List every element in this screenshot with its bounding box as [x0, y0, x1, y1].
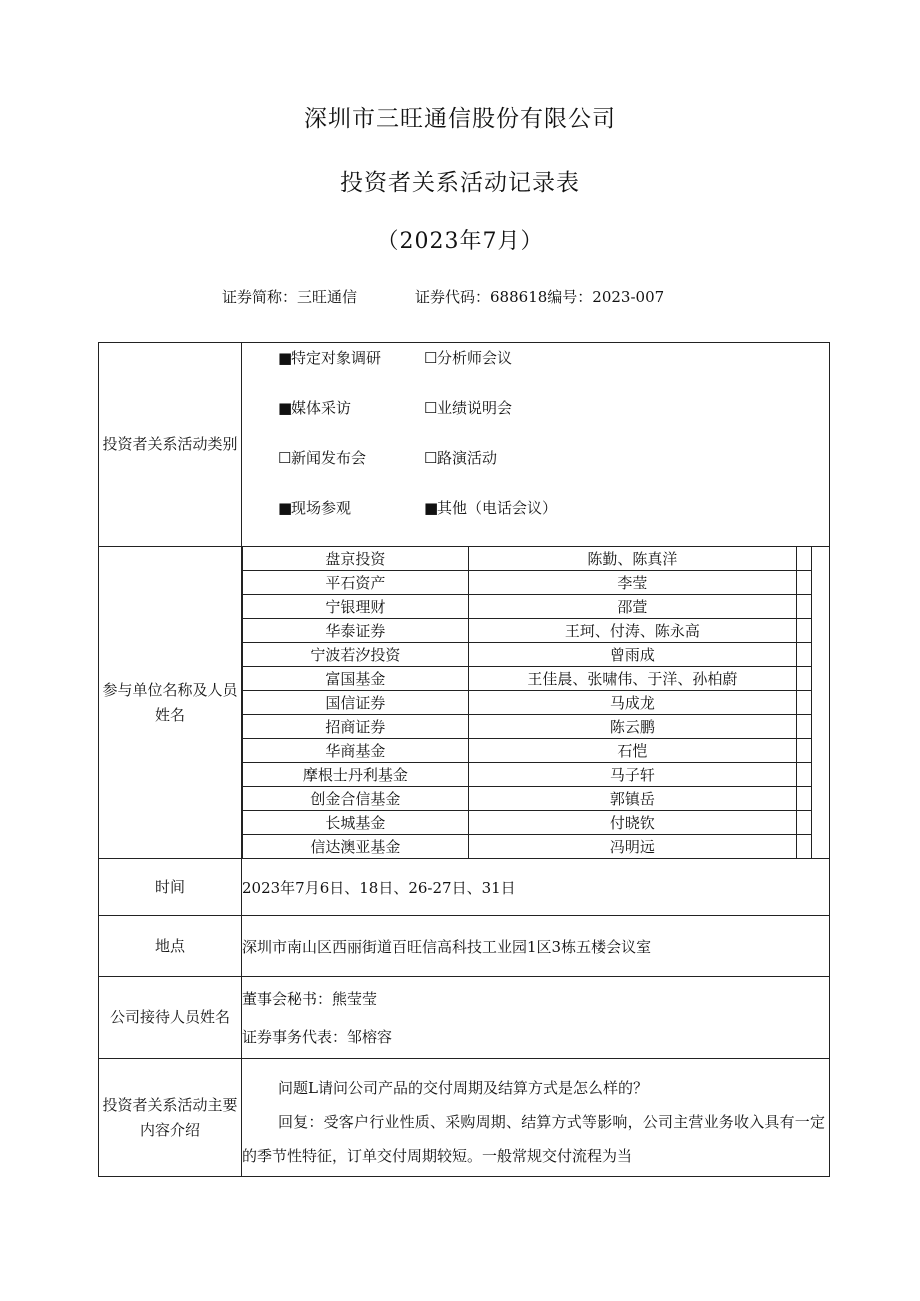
participant-names: 陈勤、陈真洋 [468, 547, 796, 571]
participant-spacer [796, 667, 811, 691]
participant-row [243, 763, 812, 787]
participant-org: 宁波若汐投资 [243, 643, 469, 667]
participant-org: 信达澳亚基金 [243, 835, 469, 859]
activity-option [278, 496, 424, 520]
content-value [242, 1059, 830, 1177]
reception-label: 公司接待人员姓名 [99, 977, 242, 1059]
checkbox-checked-icon: ■ [278, 399, 293, 417]
participant-org: 招商证券 [243, 715, 469, 739]
activity-option [424, 346, 570, 370]
activity-type-row [99, 343, 830, 547]
record-number: 编号：2023-007 [547, 288, 665, 306]
participant-org: 摩根士丹利基金 [243, 763, 469, 787]
checkbox-empty-icon: ☐ [424, 349, 438, 367]
participant-names: 邵萱 [468, 595, 796, 619]
participant-row [243, 787, 812, 811]
participant-names: 陈云鹏 [468, 715, 796, 739]
activity-type-label: 投资者关系活动类别 [99, 343, 242, 547]
participants-row [99, 547, 830, 859]
location-value: 深圳市南山区西丽街道百旺信高科技工业园1区3栋五楼会议室 [242, 916, 830, 977]
activity-option [278, 396, 424, 420]
participant-names: 王佳晨、张啸伟、于洋、孙柏蔚 [468, 667, 796, 691]
participant-row [243, 739, 812, 763]
content-answer: 回复：受客户行业性质、采购周期、结算方式等影响，公司主营业务收入具有一定的季节性特征，订单交付周期较短。一般常规交付流程为当 [242, 1113, 825, 1165]
activity-option-label: 现场参观 [291, 499, 352, 517]
participant-names: 郭镇岳 [468, 787, 796, 811]
activity-option-label: 其他（电话会议） [437, 499, 558, 517]
activity-option-label: 路演活动 [437, 449, 498, 467]
security-info [222, 286, 664, 307]
activity-option-label: 特定对象调研 [291, 349, 382, 367]
participant-names: 付晓钦 [468, 811, 796, 835]
participant-names: 曾雨成 [468, 643, 796, 667]
participant-spacer [796, 739, 811, 763]
participants-table [242, 547, 812, 858]
activity-type-options [242, 343, 830, 547]
activity-option [278, 446, 424, 470]
participant-spacer [796, 571, 811, 595]
participant-row [243, 619, 812, 643]
participant-names: 冯明远 [468, 835, 796, 859]
reception-representative: 证券事务代表：邹榕容 [242, 1027, 393, 1046]
checkbox-checked-icon: ■ [278, 349, 293, 367]
time-label: 时间 [99, 859, 242, 916]
record-table [98, 342, 830, 1177]
participant-org: 国信证券 [243, 691, 469, 715]
participant-row [243, 691, 812, 715]
participant-row [243, 811, 812, 835]
activity-option-label: 新闻发布会 [291, 449, 367, 467]
location-label: 地点 [99, 916, 242, 977]
checkbox-checked-icon: ■ [278, 499, 293, 517]
participant-names: 李莹 [468, 571, 796, 595]
activity-option [278, 346, 424, 370]
content-question: 问题L请问公司产品的交付周期及结算方式是怎么样的？ [278, 1079, 648, 1097]
participant-spacer [796, 619, 811, 643]
participant-spacer [796, 547, 811, 571]
checkbox-empty-icon: ☐ [278, 449, 292, 467]
participant-row [243, 643, 812, 667]
participant-org: 华商基金 [243, 739, 469, 763]
security-short-name: 证券简称：三旺通信 [222, 288, 358, 306]
company-name: 深圳市三旺通信股份有限公司 [304, 106, 616, 132]
content-label: 投资者关系活动主要内容介绍 [99, 1059, 242, 1177]
participant-names: 马子轩 [468, 763, 796, 787]
participant-org: 盘京投资 [243, 547, 469, 571]
participant-org: 长城基金 [243, 811, 469, 835]
participant-names: 马成龙 [468, 691, 796, 715]
activity-option [424, 446, 570, 470]
activity-option [424, 496, 570, 520]
document-period: （2023年7月） [376, 229, 544, 254]
reception-value [242, 977, 830, 1059]
participant-names: 石恺 [468, 739, 796, 763]
activity-option [424, 396, 570, 420]
participant-org: 宁银理财 [243, 595, 469, 619]
content-row [99, 1059, 830, 1177]
checkbox-empty-icon: ☐ [424, 399, 438, 417]
checkbox-checked-icon: ■ [424, 499, 439, 517]
participant-spacer [796, 787, 811, 811]
time-value: 2023年7月6日、18日、26-27日、31日 [242, 859, 830, 916]
participant-row [243, 571, 812, 595]
activity-option-label: 媒体采访 [291, 399, 352, 417]
participants-label: 参与单位名称及人员姓名 [99, 547, 242, 859]
participant-names: 王珂、付涛、陈永高 [468, 619, 796, 643]
participants-cell [242, 547, 830, 859]
participant-spacer [796, 643, 811, 667]
participant-spacer [796, 835, 811, 859]
participant-org: 华泰证券 [243, 619, 469, 643]
reception-row [99, 977, 830, 1059]
time-row [99, 859, 830, 916]
participant-row [243, 667, 812, 691]
participant-org: 平石资产 [243, 571, 469, 595]
location-row [99, 916, 830, 977]
activity-option-label: 业绩说明会 [437, 399, 513, 417]
participant-spacer [796, 715, 811, 739]
participant-org: 富国基金 [243, 667, 469, 691]
checkbox-empty-icon: ☐ [424, 449, 438, 467]
participant-row [243, 595, 812, 619]
participant-row [243, 547, 812, 571]
participant-org: 创金合信基金 [243, 787, 469, 811]
participant-row [243, 715, 812, 739]
participant-spacer [796, 763, 811, 787]
document-title: 投资者关系活动记录表 [340, 170, 580, 196]
participant-spacer [796, 811, 811, 835]
activity-option-label: 分析师会议 [437, 349, 513, 367]
participant-spacer [796, 595, 811, 619]
participant-row [243, 835, 812, 859]
security-code: 证券代码：688618 [415, 288, 548, 306]
participant-spacer [796, 691, 811, 715]
reception-secretary: 董事会秘书：熊莹莹 [242, 989, 378, 1008]
